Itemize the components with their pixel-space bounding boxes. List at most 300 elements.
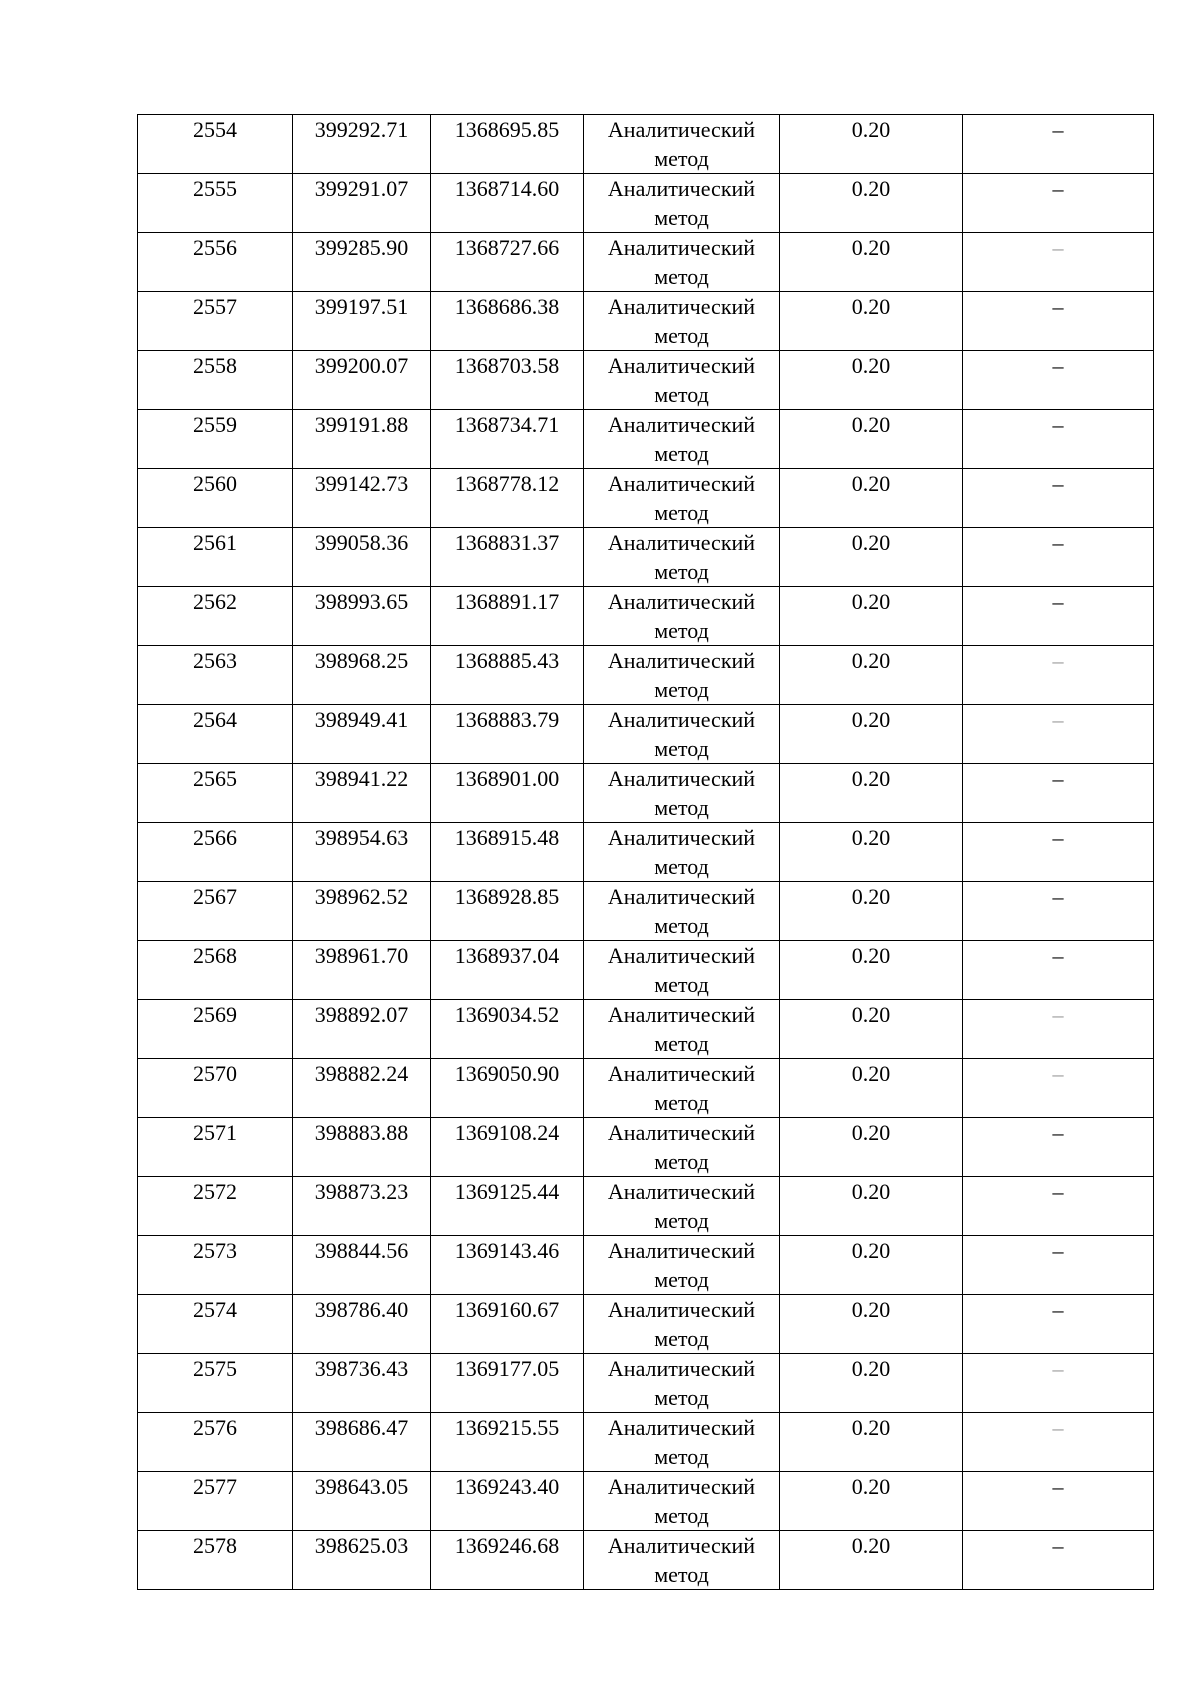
y-coordinate-text: 1369125.44 (454, 1179, 560, 1204)
x-coordinate-text: 398993.65 (314, 589, 409, 614)
point-number-text: 2563 (193, 648, 237, 673)
table-row (138, 1000, 1154, 1059)
method-line-1: Аналитический (607, 1179, 756, 1204)
note-cell (963, 1118, 1154, 1177)
accuracy-cell (780, 705, 963, 764)
y-coordinate-cell (431, 469, 584, 528)
accuracy-text: 0.20 (851, 176, 891, 201)
note-cell (963, 941, 1154, 1000)
accuracy-cell (780, 174, 963, 233)
table-row (138, 469, 1154, 528)
y-coordinate-text: 1368915.48 (454, 825, 560, 850)
point-number-text: 2577 (193, 1474, 237, 1499)
point-number-cell (138, 174, 293, 233)
x-coordinate-cell (293, 705, 431, 764)
note-text: – (1052, 648, 1064, 673)
y-coordinate-text: 1368727.66 (454, 235, 560, 260)
x-coordinate-text: 399292.71 (314, 117, 409, 142)
x-coordinate-text: 399191.88 (314, 412, 409, 437)
y-coordinate-cell (431, 528, 584, 587)
point-number-text: 2570 (193, 1061, 237, 1086)
y-coordinate-text: 1368695.85 (454, 117, 560, 142)
method-line-2: метод (654, 500, 709, 525)
method-line-2: метод (654, 1326, 709, 1351)
x-coordinate-text: 399291.07 (314, 176, 409, 201)
method-cell (584, 882, 780, 941)
note-text: – (1052, 825, 1064, 850)
accuracy-text: 0.20 (851, 117, 891, 142)
x-coordinate-text: 398736.43 (314, 1356, 409, 1381)
y-coordinate-cell (431, 823, 584, 882)
point-number-cell (138, 1472, 293, 1531)
accuracy-cell (780, 1354, 963, 1413)
point-number-cell (138, 823, 293, 882)
point-number-text: 2565 (193, 766, 237, 791)
y-coordinate-cell (431, 1354, 584, 1413)
note-text: – (1052, 471, 1064, 496)
x-coordinate-cell (293, 823, 431, 882)
x-coordinate-text: 399142.73 (314, 471, 409, 496)
note-text: – (1052, 1002, 1064, 1027)
accuracy-text: 0.20 (851, 294, 891, 319)
y-coordinate-cell (431, 587, 584, 646)
table-row (138, 528, 1154, 587)
method-line-2: метод (654, 146, 709, 171)
note-cell (963, 882, 1154, 941)
method-line-2: метод (654, 913, 709, 938)
x-coordinate-text: 398873.23 (314, 1179, 409, 1204)
method-line-2: метод (654, 618, 709, 643)
x-coordinate-cell (293, 528, 431, 587)
note-cell (963, 1059, 1154, 1118)
method-line-2: метод (654, 795, 709, 820)
table-row (138, 1118, 1154, 1177)
method-cell (584, 1531, 780, 1590)
accuracy-text: 0.20 (851, 589, 891, 614)
x-coordinate-cell (293, 1118, 431, 1177)
x-coordinate-cell (293, 410, 431, 469)
method-line-2: метод (654, 677, 709, 702)
accuracy-text: 0.20 (851, 1120, 891, 1145)
method-line-1: Аналитический (607, 294, 756, 319)
note-cell (963, 115, 1154, 174)
note-text: – (1052, 353, 1064, 378)
method-line-1: Аналитический (607, 471, 756, 496)
accuracy-text: 0.20 (851, 412, 891, 437)
accuracy-text: 0.20 (851, 1533, 891, 1558)
method-cell (584, 764, 780, 823)
y-coordinate-cell (431, 764, 584, 823)
x-coordinate-cell (293, 1000, 431, 1059)
accuracy-text: 0.20 (851, 766, 891, 791)
table-row (138, 705, 1154, 764)
x-coordinate-text: 398786.40 (314, 1297, 409, 1322)
table-row (138, 1354, 1154, 1413)
note-cell (963, 1413, 1154, 1472)
point-number-text: 2569 (193, 1002, 237, 1027)
method-line-1: Аналитический (607, 1061, 756, 1086)
point-number-text: 2568 (193, 943, 237, 968)
x-coordinate-cell (293, 174, 431, 233)
method-line-1: Аналитический (607, 766, 756, 791)
point-number-cell (138, 882, 293, 941)
table-row (138, 1236, 1154, 1295)
y-coordinate-text: 1368703.58 (454, 353, 560, 378)
accuracy-text: 0.20 (851, 648, 891, 673)
point-number-cell (138, 1177, 293, 1236)
note-text: – (1052, 1238, 1064, 1263)
y-coordinate-text: 1368885.43 (454, 648, 560, 673)
method-line-2: метод (654, 1503, 709, 1528)
accuracy-text: 0.20 (851, 1179, 891, 1204)
x-coordinate-text: 399058.36 (314, 530, 409, 555)
method-line-1: Аналитический (607, 884, 756, 909)
accuracy-text: 0.20 (851, 707, 891, 732)
table-row (138, 1413, 1154, 1472)
method-cell (584, 587, 780, 646)
point-number-cell (138, 1354, 293, 1413)
y-coordinate-text: 1369177.05 (454, 1356, 560, 1381)
point-number-text: 2573 (193, 1238, 237, 1263)
point-number-cell (138, 1059, 293, 1118)
note-cell (963, 1000, 1154, 1059)
table-row (138, 115, 1154, 174)
x-coordinate-cell (293, 1472, 431, 1531)
table-row (138, 646, 1154, 705)
method-cell (584, 1413, 780, 1472)
note-text: – (1052, 589, 1064, 614)
point-number-text: 2571 (193, 1120, 237, 1145)
accuracy-cell (780, 1295, 963, 1354)
note-text: – (1052, 1474, 1064, 1499)
y-coordinate-text: 1368714.60 (454, 176, 560, 201)
point-number-text: 2564 (193, 707, 237, 732)
method-line-2: метод (654, 972, 709, 997)
y-coordinate-text: 1369215.55 (454, 1415, 560, 1440)
note-cell (963, 1236, 1154, 1295)
x-coordinate-text: 398941.22 (314, 766, 409, 791)
y-coordinate-text: 1369108.24 (454, 1120, 560, 1145)
accuracy-cell (780, 233, 963, 292)
x-coordinate-text: 398882.24 (314, 1061, 409, 1086)
x-coordinate-cell (293, 1059, 431, 1118)
y-coordinate-text: 1369243.40 (454, 1474, 560, 1499)
accuracy-cell (780, 1059, 963, 1118)
note-cell (963, 823, 1154, 882)
method-line-1: Аналитический (607, 1002, 756, 1027)
accuracy-cell (780, 1413, 963, 1472)
accuracy-text: 0.20 (851, 1002, 891, 1027)
table-row (138, 174, 1154, 233)
accuracy-cell (780, 410, 963, 469)
point-number-cell (138, 705, 293, 764)
note-cell (963, 528, 1154, 587)
accuracy-cell (780, 292, 963, 351)
method-line-1: Аналитический (607, 1356, 756, 1381)
x-coordinate-cell (293, 764, 431, 823)
y-coordinate-cell (431, 1000, 584, 1059)
accuracy-cell (780, 1236, 963, 1295)
method-cell (584, 1000, 780, 1059)
point-number-text: 2572 (193, 1179, 237, 1204)
note-cell (963, 1295, 1154, 1354)
accuracy-text: 0.20 (851, 1474, 891, 1499)
table-row (138, 410, 1154, 469)
point-number-text: 2558 (193, 353, 237, 378)
y-coordinate-text: 1369034.52 (454, 1002, 560, 1027)
point-number-cell (138, 1118, 293, 1177)
accuracy-text: 0.20 (851, 1356, 891, 1381)
accuracy-cell (780, 1531, 963, 1590)
x-coordinate-cell (293, 882, 431, 941)
note-text: – (1052, 1533, 1064, 1558)
x-coordinate-text: 398844.56 (314, 1238, 409, 1263)
table-row (138, 587, 1154, 646)
accuracy-cell (780, 469, 963, 528)
table-row (138, 1177, 1154, 1236)
method-line-2: метод (654, 264, 709, 289)
table-row (138, 1531, 1154, 1590)
method-cell (584, 115, 780, 174)
method-line-1: Аналитический (607, 235, 756, 260)
note-text: – (1052, 1179, 1064, 1204)
method-line-1: Аналитический (607, 589, 756, 614)
y-coordinate-text: 1369050.90 (454, 1061, 560, 1086)
y-coordinate-cell (431, 410, 584, 469)
method-line-2: метод (654, 1444, 709, 1469)
method-line-2: метод (654, 441, 709, 466)
method-line-2: метод (654, 1385, 709, 1410)
point-number-text: 2556 (193, 235, 237, 260)
point-number-cell (138, 351, 293, 410)
note-text: – (1052, 1415, 1064, 1440)
method-line-2: метод (654, 1090, 709, 1115)
point-number-cell (138, 587, 293, 646)
note-cell (963, 1354, 1154, 1413)
method-cell (584, 1472, 780, 1531)
method-line-2: метод (654, 854, 709, 879)
accuracy-text: 0.20 (851, 943, 891, 968)
y-coordinate-text: 1368686.38 (454, 294, 560, 319)
method-line-2: метод (654, 736, 709, 761)
point-number-cell (138, 646, 293, 705)
y-coordinate-cell (431, 1413, 584, 1472)
point-number-cell (138, 410, 293, 469)
note-text: – (1052, 235, 1064, 260)
method-cell (584, 1354, 780, 1413)
accuracy-text: 0.20 (851, 235, 891, 260)
x-coordinate-cell (293, 1295, 431, 1354)
x-coordinate-cell (293, 1177, 431, 1236)
point-number-text: 2574 (193, 1297, 237, 1322)
method-line-2: метод (654, 382, 709, 407)
y-coordinate-cell (431, 705, 584, 764)
note-text: – (1052, 766, 1064, 791)
accuracy-cell (780, 646, 963, 705)
note-cell (963, 587, 1154, 646)
y-coordinate-cell (431, 941, 584, 1000)
x-coordinate-cell (293, 233, 431, 292)
note-cell (963, 292, 1154, 351)
method-line-2: метод (654, 1267, 709, 1292)
point-number-text: 2561 (193, 530, 237, 555)
note-cell (963, 1531, 1154, 1590)
method-line-1: Аналитический (607, 412, 756, 437)
accuracy-text: 0.20 (851, 471, 891, 496)
point-number-text: 2560 (193, 471, 237, 496)
method-line-2: метод (654, 323, 709, 348)
method-line-2: метод (654, 205, 709, 230)
x-coordinate-cell (293, 587, 431, 646)
method-line-2: метод (654, 1208, 709, 1233)
method-line-2: метод (654, 559, 709, 584)
x-coordinate-text: 399197.51 (314, 294, 409, 319)
method-cell (584, 941, 780, 1000)
x-coordinate-cell (293, 292, 431, 351)
x-coordinate-cell (293, 469, 431, 528)
method-cell (584, 823, 780, 882)
y-coordinate-text: 1368778.12 (454, 471, 560, 496)
y-coordinate-cell (431, 1295, 584, 1354)
point-number-text: 2567 (193, 884, 237, 909)
x-coordinate-text: 398643.05 (314, 1474, 409, 1499)
x-coordinate-cell (293, 941, 431, 1000)
table-row (138, 292, 1154, 351)
point-number-cell (138, 1531, 293, 1590)
point-number-text: 2555 (193, 176, 237, 201)
accuracy-cell (780, 941, 963, 1000)
y-coordinate-text: 1368883.79 (454, 707, 560, 732)
accuracy-cell (780, 764, 963, 823)
accuracy-text: 0.20 (851, 1297, 891, 1322)
accuracy-text: 0.20 (851, 1238, 891, 1263)
method-line-1: Аналитический (607, 707, 756, 732)
point-number-text: 2562 (193, 589, 237, 614)
method-cell (584, 1118, 780, 1177)
accuracy-cell (780, 528, 963, 587)
accuracy-cell (780, 587, 963, 646)
method-cell (584, 1236, 780, 1295)
accuracy-cell (780, 1472, 963, 1531)
y-coordinate-cell (431, 292, 584, 351)
accuracy-text: 0.20 (851, 1415, 891, 1440)
note-cell (963, 1472, 1154, 1531)
y-coordinate-cell (431, 115, 584, 174)
note-cell (963, 646, 1154, 705)
x-coordinate-text: 398954.63 (314, 825, 409, 850)
table-row (138, 823, 1154, 882)
method-line-1: Аналитический (607, 1415, 756, 1440)
method-cell (584, 410, 780, 469)
note-text: – (1052, 294, 1064, 319)
y-coordinate-cell (431, 1177, 584, 1236)
accuracy-cell (780, 823, 963, 882)
note-text: – (1052, 943, 1064, 968)
point-number-text: 2554 (193, 117, 237, 142)
point-number-text: 2559 (193, 412, 237, 437)
method-line-1: Аналитический (607, 1297, 756, 1322)
x-coordinate-text: 398625.03 (314, 1533, 409, 1558)
accuracy-text: 0.20 (851, 530, 891, 555)
table-row (138, 882, 1154, 941)
method-line-1: Аналитический (607, 943, 756, 968)
x-coordinate-text: 399285.90 (314, 235, 409, 260)
y-coordinate-text: 1369160.67 (454, 1297, 560, 1322)
method-cell (584, 351, 780, 410)
point-number-text: 2576 (193, 1415, 237, 1440)
y-coordinate-text: 1368937.04 (454, 943, 560, 968)
method-cell (584, 1177, 780, 1236)
method-cell (584, 233, 780, 292)
note-text: – (1052, 1061, 1064, 1086)
accuracy-text: 0.20 (851, 1061, 891, 1086)
table-row (138, 1472, 1154, 1531)
method-cell (584, 646, 780, 705)
method-line-1: Аналитический (607, 648, 756, 673)
y-coordinate-cell (431, 1236, 584, 1295)
x-coordinate-text: 398892.07 (314, 1002, 409, 1027)
x-coordinate-text: 398961.70 (314, 943, 409, 968)
note-text: – (1052, 176, 1064, 201)
method-cell (584, 469, 780, 528)
accuracy-text: 0.20 (851, 825, 891, 850)
note-cell (963, 233, 1154, 292)
table-row (138, 764, 1154, 823)
point-number-cell (138, 115, 293, 174)
y-coordinate-cell (431, 1118, 584, 1177)
table-row (138, 233, 1154, 292)
x-coordinate-text: 398962.52 (314, 884, 409, 909)
method-line-1: Аналитический (607, 825, 756, 850)
note-text: – (1052, 1356, 1064, 1381)
accuracy-cell (780, 882, 963, 941)
y-coordinate-cell (431, 646, 584, 705)
x-coordinate-text: 398968.25 (314, 648, 409, 673)
accuracy-text: 0.20 (851, 884, 891, 909)
accuracy-cell (780, 115, 963, 174)
accuracy-cell (780, 1000, 963, 1059)
note-cell (963, 764, 1154, 823)
x-coordinate-cell (293, 1531, 431, 1590)
y-coordinate-text: 1368891.17 (454, 589, 560, 614)
method-line-2: метод (654, 1031, 709, 1056)
point-number-text: 2578 (193, 1533, 237, 1558)
point-number-cell (138, 292, 293, 351)
x-coordinate-text: 398883.88 (314, 1120, 409, 1145)
point-number-text: 2557 (193, 294, 237, 319)
note-text: – (1052, 884, 1064, 909)
point-number-cell (138, 1295, 293, 1354)
method-cell (584, 1059, 780, 1118)
method-line-1: Аналитический (607, 530, 756, 555)
point-number-cell (138, 469, 293, 528)
accuracy-text: 0.20 (851, 353, 891, 378)
coordinates-table (137, 114, 1154, 1590)
method-line-1: Аналитический (607, 176, 756, 201)
x-coordinate-text: 398949.41 (314, 707, 409, 732)
table-row (138, 1295, 1154, 1354)
y-coordinate-cell (431, 233, 584, 292)
y-coordinate-text: 1369143.46 (454, 1238, 560, 1263)
y-coordinate-cell (431, 882, 584, 941)
point-number-cell (138, 1236, 293, 1295)
point-number-cell (138, 1413, 293, 1472)
note-text: – (1052, 530, 1064, 555)
note-cell (963, 705, 1154, 764)
method-cell (584, 292, 780, 351)
x-coordinate-cell (293, 646, 431, 705)
note-text: – (1052, 1297, 1064, 1322)
